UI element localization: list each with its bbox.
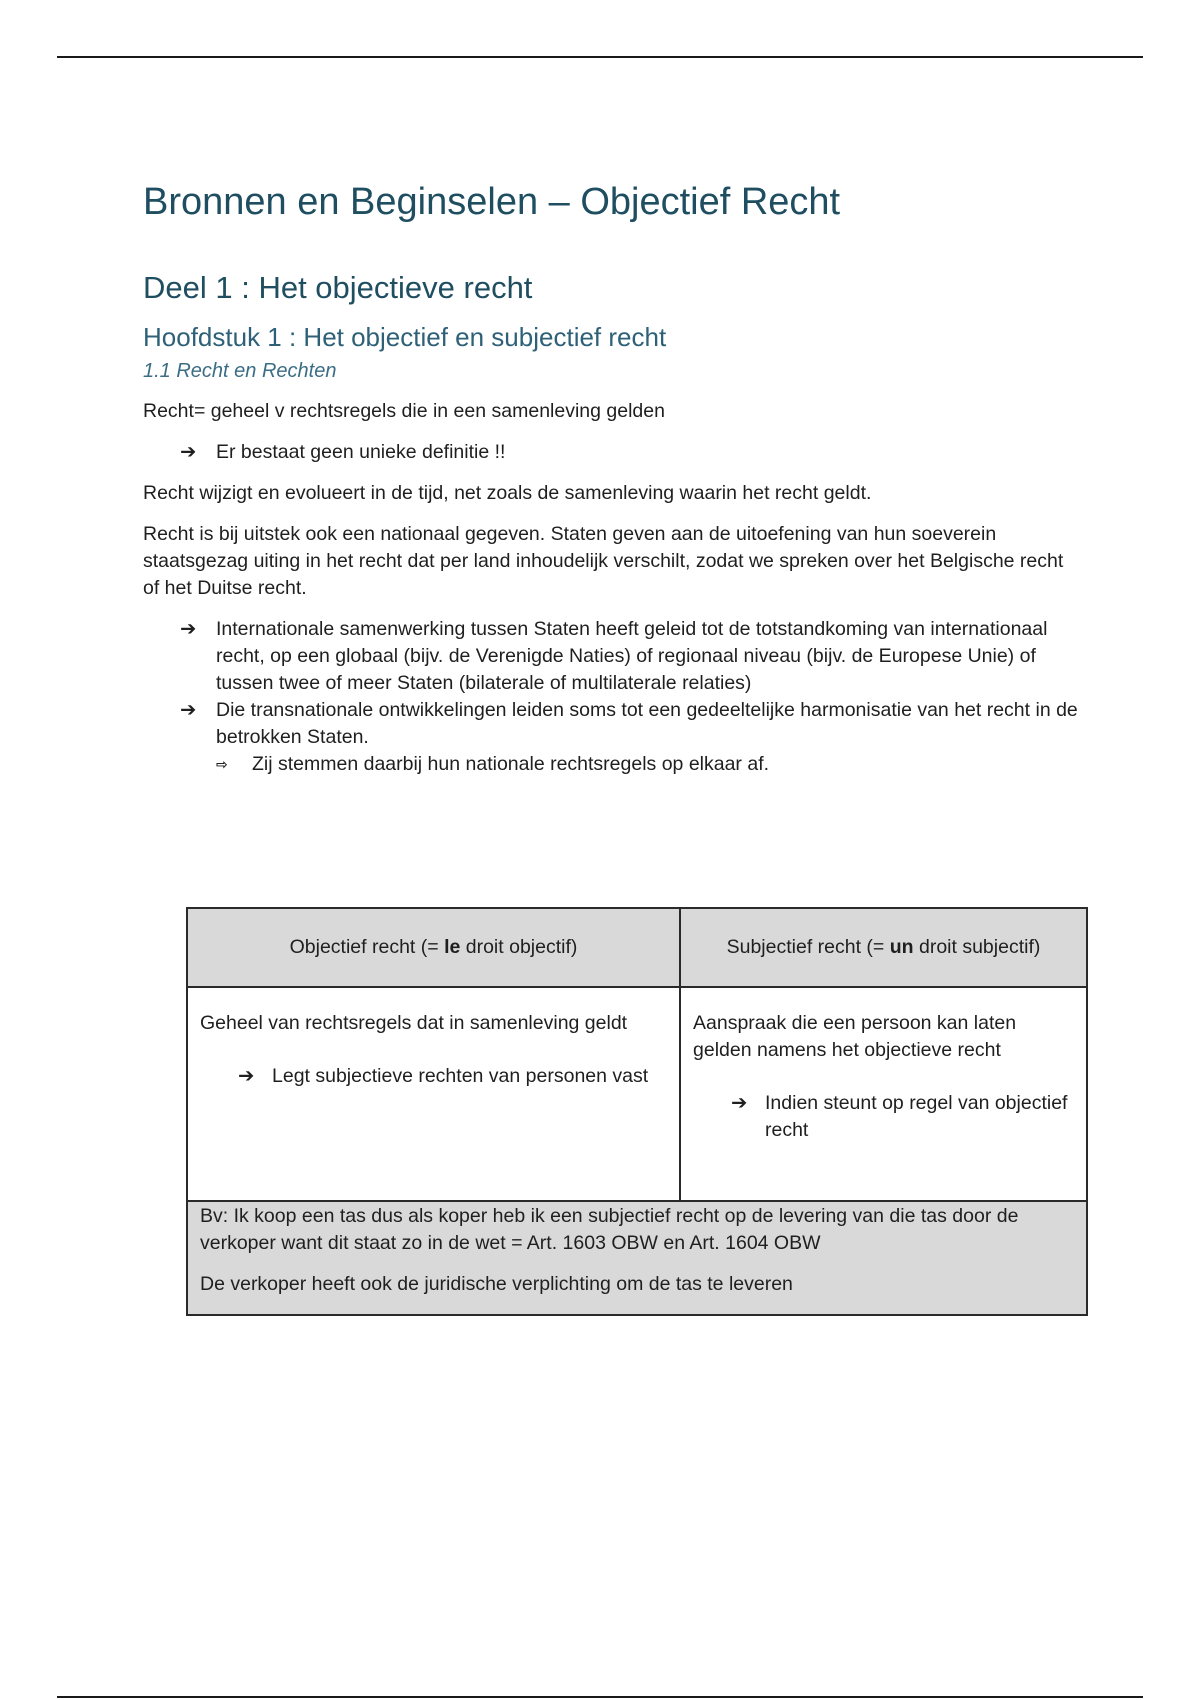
header-text: droit objectif) <box>460 936 578 958</box>
cell-arrow-text: Indien steunt op regel van objectief recht <box>765 1092 1068 1141</box>
arrow-bullet-icon: ➔ <box>731 1092 748 1114</box>
cell-arrow-item <box>731 1090 1074 1144</box>
comparison-table <box>186 907 1088 1316</box>
document-body <box>143 178 1083 778</box>
section-heading: 1.1 Recht en Rechten <box>143 360 337 382</box>
cell-definition: Geheel van rechtsregels dat in samenleving geldt <box>200 1012 628 1034</box>
arrow-bullet-icon: ➔ <box>238 1065 255 1087</box>
objectief-definition-cell <box>187 987 680 1201</box>
sub-list-item-text: Zij stemmen daarbij hun nationale rechtsregels op elkaar af. <box>252 753 770 775</box>
header-text: droit subjectif) <box>913 936 1041 958</box>
list-item-text: Internationale samenwerking tussen Staten heeft geleid tot de totstandkoming van internationaal recht, op een globaal (bijv. de Verenigde Naties) of regionaal niveau (bijv. de Europese Unie) of tussen twee of meer Staten (bilaterale of multilaterale relaties) <box>216 618 1048 694</box>
national-paragraph: Recht is bij uitstek ook een nationaal gegeven. Staten geven aan de uitoefening van hun soeverein staatsgezag uiting in het recht dat per land inhoudelijk verschilt, zodat we spreken over het Belgische recht of het Duitse recht. <box>143 523 1064 599</box>
definition-bullet-list <box>143 439 1083 466</box>
subjectief-definition-cell <box>680 987 1087 1201</box>
sub-bullet-list <box>216 751 1083 778</box>
top-rule <box>57 56 1143 58</box>
arrow-bullet-icon: ➔ <box>180 441 197 463</box>
header-subjectief-recht <box>680 908 1087 987</box>
table-header-row <box>187 908 1087 987</box>
list-item <box>180 697 1083 778</box>
evolution-paragraph: Recht wijzigt en evolueert in de tijd, net zoals de samenleving waarin het recht geldt. <box>143 482 872 504</box>
arrow-bullet-icon: ➔ <box>180 699 197 721</box>
table-row <box>187 1201 1087 1315</box>
header-bold-article: un <box>889 936 914 958</box>
list-item <box>180 439 1083 466</box>
table-row <box>187 987 1087 1201</box>
sub-list-item <box>216 751 1083 778</box>
arrow-bullet-icon: ➔ <box>180 618 197 640</box>
chapter-heading: Hoofdstuk 1 : Het objectief en subjectief recht <box>143 322 667 352</box>
definition-paragraph: Recht= geheel v rechtsregels die in een samenleving gelden <box>143 400 665 422</box>
header-bold-article: le <box>444 936 461 958</box>
header-objectief-recht <box>187 908 680 987</box>
list-item <box>180 616 1083 697</box>
example-cell <box>187 1201 1087 1315</box>
cell-arrow-item <box>238 1063 667 1090</box>
cell-definition: Aanspraak die een persoon kan laten gelden namens het objectieve recht <box>693 1012 1017 1061</box>
example-line: Bv: Ik koop een tas dus als koper heb ik een subjectief recht op de levering van die tas door de verkoper want dit staat zo in de wet = Art. 1603 OBW en Art. 1604 OBW <box>200 1205 1019 1254</box>
example-line: De verkoper heeft ook de juridische verplichting om de tas te leveren <box>200 1273 793 1295</box>
part-heading: Deel 1 : Het objectieve recht <box>143 270 533 305</box>
list-item-text: Er bestaat geen unieke definitie !! <box>216 441 506 463</box>
cell-arrow-text: Legt subjectieve rechten van personen vast <box>272 1065 649 1087</box>
document-title: Bronnen en Beginselen – Objectief Recht <box>143 181 841 223</box>
bottom-rule <box>57 1696 1143 1698</box>
list-item-text: Die transnationale ontwikkelingen leiden soms tot een gedeeltelijke harmonisatie van het recht in de betrokken Staten. <box>216 699 1078 748</box>
international-bullet-list <box>143 616 1083 778</box>
header-text: Objectief recht (= <box>289 936 445 958</box>
hollow-arrow-icon: ⇨ <box>216 756 228 772</box>
header-text: Subjectief recht (= <box>726 936 890 958</box>
